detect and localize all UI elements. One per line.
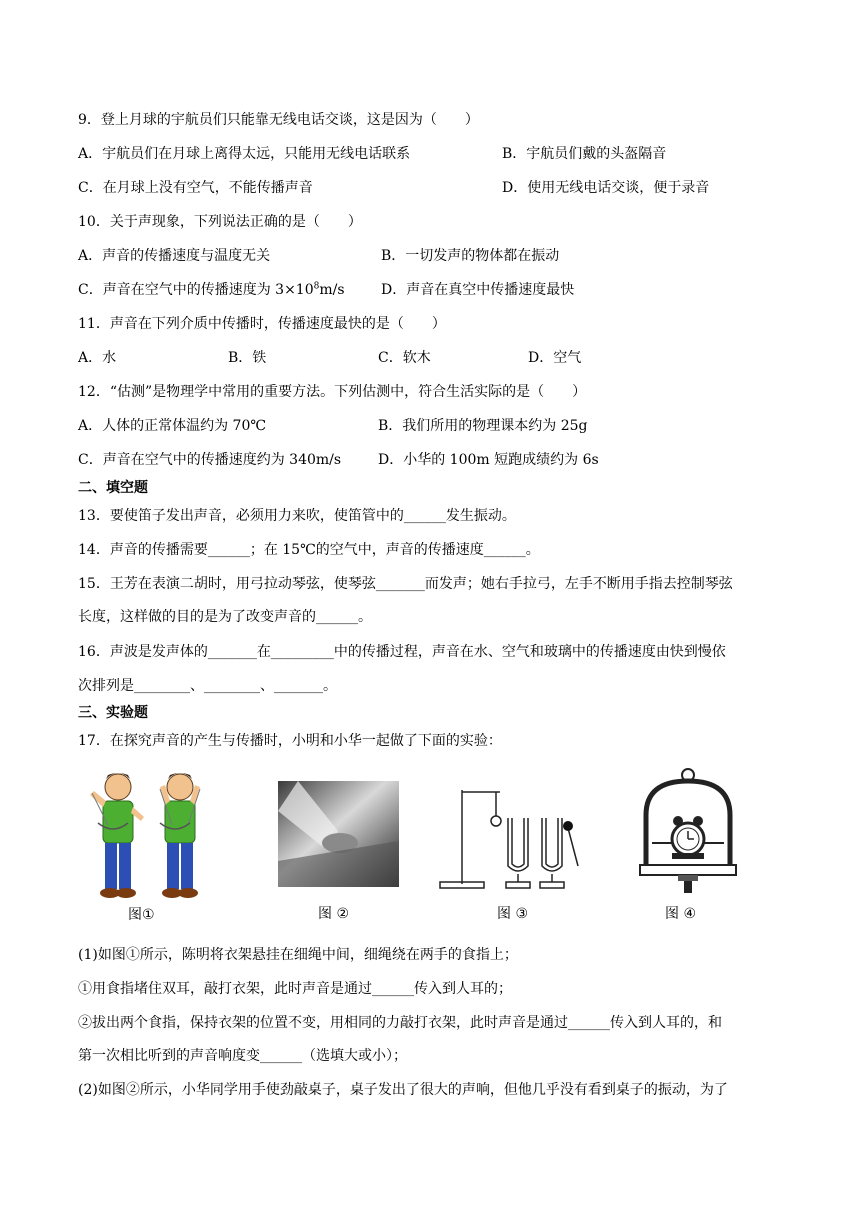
figure-2-photo — [278, 781, 399, 887]
section-heading-fill-in: 二、填空题 — [78, 480, 148, 496]
figure-1-hanger-experiment — [88, 765, 213, 910]
q10-option-c-text: C．声音在空气中的传播速度为 3×10 — [78, 282, 314, 298]
q12-option-d: D．小华的 100m 短跑成绩约为 6s — [378, 452, 599, 468]
q12-stem: 12．“估测”是物理学中常用的重要方法。下列估测中，符合生活实际的是（ ） — [78, 384, 587, 400]
q14-text: 14．声音的传播需要______；在 15℃的空气中，声音的传播速度______。 — [78, 542, 540, 558]
q9-option-b: B．宇航员们戴的头盔隔音 — [502, 146, 667, 162]
q11-stem: 11．声音在下列介质中传播时，传播速度最快的是（ ） — [78, 316, 446, 332]
q11-option-a: A．水 — [78, 350, 117, 366]
q17-part1-item2-line1: ②拔出两个食指，保持衣架的位置不变，用相同的力敲打衣架，此时声音是通过______传入到人耳的，和 — [78, 1015, 722, 1031]
q17-part1-item2-line2: 第一次相比听到的声音响度变______（选填大或小）； — [78, 1048, 407, 1064]
q17-stem: 17．在探究声音的产生与传播时，小明和小华一起做了下面的实验： — [78, 733, 502, 749]
q11-option-d: D．空气 — [528, 350, 582, 366]
q10-option-c — [78, 280, 345, 300]
q9-option-d: D．使用无线电话交谈，便于录音 — [502, 180, 710, 196]
q10-option-a: A．声音的传播速度与温度无关 — [78, 248, 271, 264]
q16-line2: 次排列是________、________、_______。 — [78, 678, 337, 694]
q12-option-a: A．人体的正常体温约为 70℃ — [78, 418, 267, 434]
figure-1-caption: 图① — [128, 907, 155, 923]
q9-stem: 9．登上月球的宇航员们只能靠无线电话交谈，这是因为（ ） — [78, 112, 479, 128]
q17-part1-item1: ①用食指堵住双耳，敲打衣架，此时声音是通过______传入到人耳的； — [78, 981, 512, 997]
q10-stem: 10．关于声现象，下列说法正确的是（ ） — [78, 214, 362, 230]
q10-option-c-unit: m/s — [319, 282, 345, 298]
section-heading-experiment: 三、实验题 — [78, 705, 148, 721]
q17-part1: (1)如图①所示，陈明将衣架悬挂在细绳中间，细绳绕在两手的食指上； — [78, 947, 518, 963]
q10-option-c-exponent: 8 — [313, 281, 320, 292]
figure-4-caption: 图 ④ — [665, 906, 697, 922]
q12-option-b: B．我们所用的物理课本约为 25g — [378, 418, 588, 434]
q16-line1: 16．声波是发声体的_______在_________中的传播过程，声音在水、空气和玻璃中的传播速度由快到慢依 — [78, 644, 726, 660]
q17-part2: (2)如图②所示，小华同学用手使劲敲桌子，桌子发出了很大的声响，但他几乎没有看到桌子的振动，为了 — [78, 1082, 728, 1098]
figure-3-caption: 图 ③ — [497, 906, 529, 922]
figure-4-bell-jar — [638, 767, 738, 895]
q9-option-a: A．宇航员们在月球上离得太远，只能用无线电话联系 — [78, 146, 411, 162]
q11-option-c: C．软木 — [378, 350, 431, 366]
q10-option-d: D．声音在真空中传播速度最快 — [381, 282, 575, 298]
q10-option-b: B．一切发声的物体都在振动 — [381, 248, 560, 264]
q12-option-c: C．声音在空气中的传播速度约为 340m/s — [78, 452, 342, 468]
q13-text: 13．要使笛子发出声音，必须用力来吹，使笛管中的______发生振动。 — [78, 508, 516, 524]
figure-3-tuning-forks — [438, 788, 588, 890]
q11-option-b: B．铁 — [228, 350, 267, 366]
q15-line1: 15．王芳在表演二胡时，用弓拉动琴弦，使琴弦_______而发声；她右手拉弓，左手不断用手指去控制琴弦 — [78, 576, 733, 592]
q15-line2: 长度，这样做的目的是为了改变声音的______。 — [78, 609, 372, 625]
q9-option-c: C．在月球上没有空气，不能传播声音 — [78, 180, 313, 196]
figure-2-caption: 图 ② — [318, 906, 350, 922]
